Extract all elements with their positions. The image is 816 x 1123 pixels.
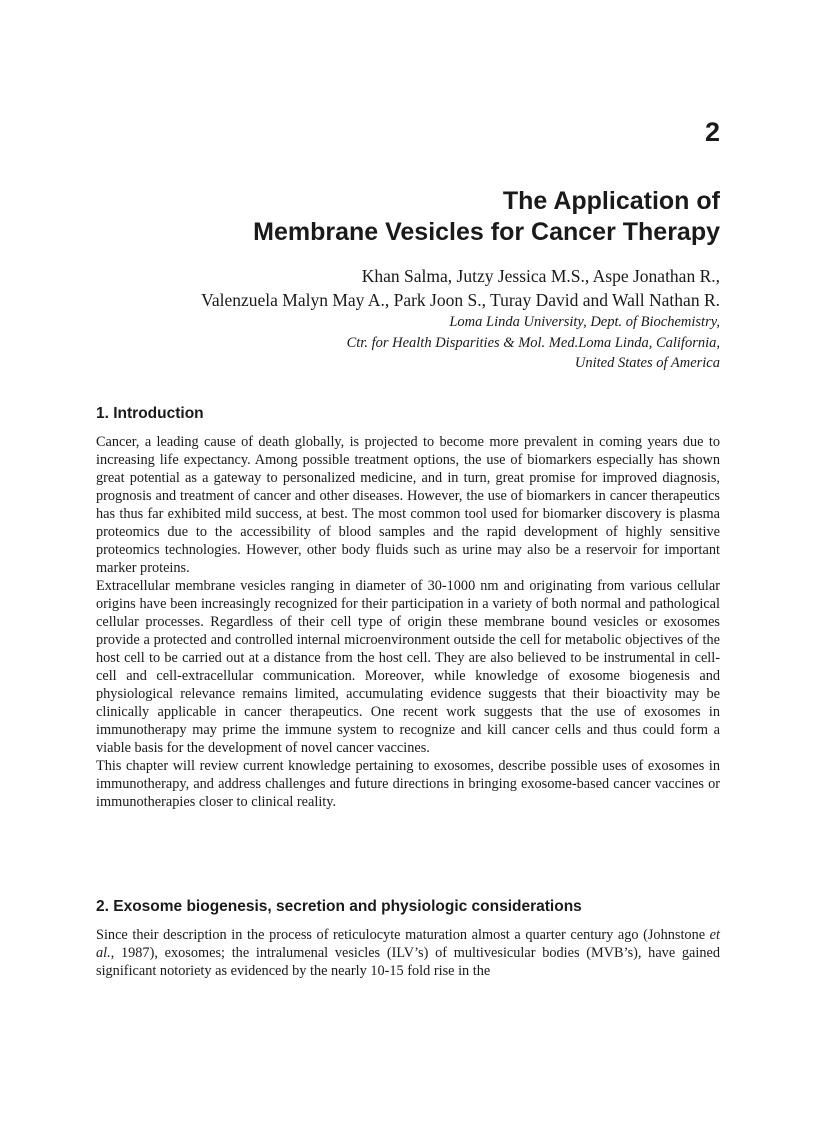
paragraph: Extracellular membrane vesicles ranging in diameter of 30-1000 nm and originating from various cellular origins have been increasingly recognized for their participation in a variety of both normal and pathological cellular processes. Regardless of their cell type of origin these membrane bound vesicles or exosomes provide a protected and controlled internal microenvironment outside the cell for metabolic objectives of the host cell to be carried out at a distance from the host cell. They are also believed to be instrumental in cell-cell and cell-extracellular communication. Moreover, while knowledge of exosome biogenesis and physiological relevance remains limited, accumulating evidence suggests that their bioactivity may be clinically applicable in cancer therapeutics. One recent work suggests that the use of exosomes in immunotherapy may prime the immune system to recognize and kill cancer cells and thus could form a viable basis for the development of novel cancer vaccines. xyxy=(96,578,720,756)
paragraph-text: Since their description in the process of reticulocyte maturation almost a quarter century ago (Johnstone xyxy=(96,927,710,943)
section-heading-exosome-biogenesis: 2. Exosome biogenesis, secretion and physiologic considerations xyxy=(96,898,582,915)
exosome-biogenesis-body xyxy=(96,926,720,980)
author-line: Valenzuela Malyn May A., Park Joon S., Turay David and Wall Nathan R. xyxy=(201,290,720,310)
chapter-title xyxy=(253,186,720,248)
paragraph: Cancer, a leading cause of death globally, is projected to become more prevalent in coming years due to increasing life expectancy. Among possible treatment options, the use of biomarkers especially has shown great potential as a gateway to personalized medicine, and in turn, great promise for improved diagnosis, prognosis and treatment of cancer and other diseases. However, the use of biomarkers in cancer therapeutics has thus far exhibited mild success, at best. The most common tool used for biomarker discovery is plasma proteomics due to the accessibility of blood samples and the rapid development of highly sensitive proteomics technologies. However, other body fluids such as urine may also be a reservoir for important marker proteins. xyxy=(96,434,720,576)
section-heading-introduction: 1. Introduction xyxy=(96,405,204,422)
paragraph xyxy=(96,926,720,980)
affiliation-line: Ctr. for Health Disparities & Mol. Med.Loma Linda, California, xyxy=(346,334,720,351)
chapter-title-line: Membrane Vesicles for Cancer Therapy xyxy=(253,218,720,246)
author-list xyxy=(201,264,720,312)
introduction-body xyxy=(96,433,720,811)
affiliation-line: Loma Linda University, Dept. of Biochemistry, xyxy=(449,314,720,330)
author-line: Khan Salma, Jutzy Jessica M.S., Aspe Jonathan R., xyxy=(361,266,720,286)
paragraph-text: , 1987), exosomes; the intralumenal vesicles (ILV’s) of multivesicular bodies (MVB’s), have gained significant notoriety as evidenced by the nearly 10-15 fold rise in the xyxy=(96,945,720,979)
chapter-title-line: The Application of xyxy=(502,187,720,215)
affiliation-line: United States of America xyxy=(574,355,720,371)
chapter-number: 2 xyxy=(704,117,720,147)
affiliation xyxy=(347,312,720,374)
citation-et-al: et al. xyxy=(96,927,720,961)
paragraph: This chapter will review current knowledge pertaining to exosomes, describe possible uses of exosomes in immunotherapy, and address challenges and future directions in bringing exosome-based cancer vaccines or immunotherapies closer to clinical reality. xyxy=(96,758,720,810)
